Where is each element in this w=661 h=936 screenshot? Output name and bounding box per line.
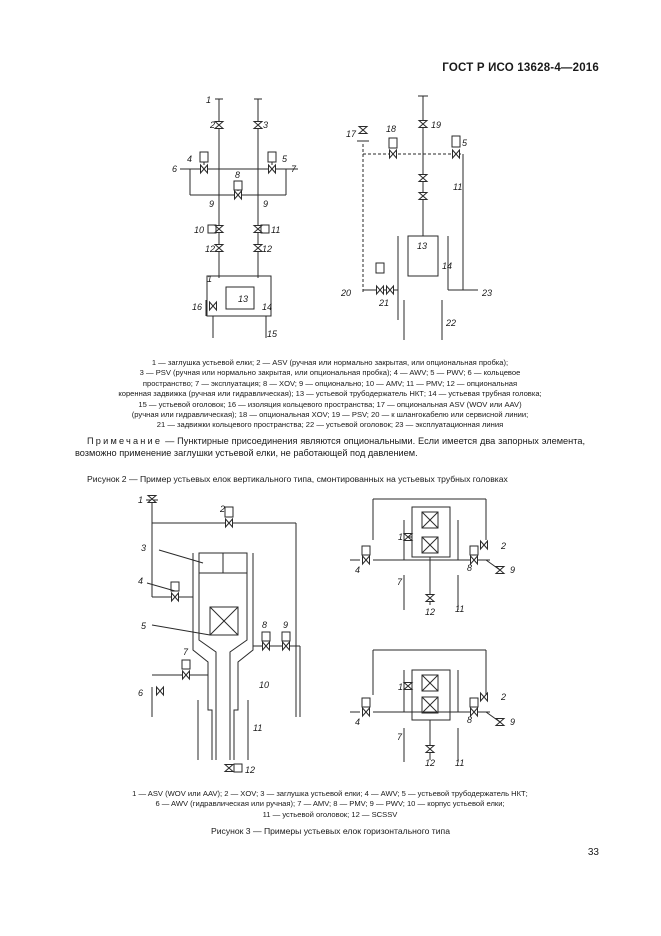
svg-text:7: 7 [397,732,403,742]
svg-text:6: 6 [138,688,144,698]
svg-text:15: 15 [267,329,278,339]
svg-text:11: 11 [455,758,465,768]
svg-text:4: 4 [355,565,361,575]
fig3-left-diagram [146,496,300,773]
svg-text:9: 9 [209,199,215,209]
svg-text:4: 4 [187,154,193,164]
svg-text:12: 12 [425,758,436,768]
svg-text:14: 14 [262,302,273,312]
svg-text:2: 2 [501,541,507,551]
svg-text:21: 21 [379,298,390,308]
svg-text:1: 1 [398,682,404,692]
svg-text:6: 6 [172,164,178,174]
svg-text:14: 14 [442,261,453,271]
svg-text:8: 8 [467,563,473,573]
svg-text:9: 9 [283,620,289,630]
note-label: Примечание [87,436,163,446]
page-number: 33 [587,847,599,858]
svg-text:11: 11 [271,225,281,235]
svg-text:13: 13 [417,241,428,251]
fig3-right-top-labels [355,532,515,617]
figure2-caption: Рисунок 2 — Пример устьевых елок вертикального типа, смонтированных на устьевых трубных головках [87,474,508,484]
svg-text:1: 1 [398,532,404,542]
svg-text:20: 20 [341,288,352,298]
fig3-right-top-diagram [350,499,507,610]
svg-text:2: 2 [210,120,216,130]
svg-text:7: 7 [291,164,297,174]
svg-text:8: 8 [467,715,473,725]
fig3-right-bottom-labels [355,682,515,768]
legend-line: пространство; 7 — эксплуатация; 8 — XOV; 9 — опционально; 10 — AMV; 11 — PMV; 12 — опциональная [142,378,518,388]
note-text: — Пунктирные присоединения являются опциональными. Если имеется два запорных элемента, возможно применение заглушки устьевой елки, не работающей под давлением. [75,436,585,458]
svg-text:18: 18 [386,124,397,134]
figure2-note [75,436,585,459]
svg-text:3: 3 [141,543,147,553]
legend-line: коренная задвижка (ручная или гидравлическая); 13 — устьевой трубодержатель НКТ; 14 — устьевая трубная головка; [118,389,542,399]
legend-line: 6 — AWV (гидравлическая или ручная); 7 — AMV; 8 — PMV; 9 — PWV; 10 — корпус устьевой елки; [155,799,505,809]
svg-text:9: 9 [510,565,516,575]
figure3-legend [70,789,590,820]
svg-text:1: 1 [207,274,213,284]
svg-text:3: 3 [263,120,269,130]
svg-text:12: 12 [425,607,436,617]
svg-text:1: 1 [138,495,144,505]
svg-text:1: 1 [206,95,212,105]
svg-text:11: 11 [253,723,263,733]
svg-text:7: 7 [183,647,189,657]
figure2-legend [70,358,590,431]
svg-text:4: 4 [355,717,361,727]
svg-text:5: 5 [462,138,468,148]
svg-text:2: 2 [501,692,507,702]
svg-text:12: 12 [245,765,256,775]
svg-text:23: 23 [482,288,493,298]
svg-text:11: 11 [455,604,465,614]
fig2-left-labels [172,95,297,339]
legend-line: 1 — ASV (WOV или AAV); 2 — XOV; 3 — заглушка устьевой елки; 4 — AWV; 5 — устьевой трубодержатель НКТ; [132,789,528,798]
legend-line: 11 — устьевой оголовок; 12 — SCSSV [262,809,398,819]
svg-text:19: 19 [431,120,442,130]
svg-text:11: 11 [453,182,463,192]
svg-text:7: 7 [397,577,403,587]
svg-text:8: 8 [235,170,241,180]
svg-text:5: 5 [141,621,147,631]
svg-text:10: 10 [259,680,270,690]
fig3-right-bottom-diagram [350,650,507,762]
legend-line: 21 — задвижки кольцевого пространства; 22 — устьевой оголовок; 23 — эксплуатационная линия [156,420,504,430]
legend-line: 15 — устьевой оголовок; 16 — изоляция кольцевого пространства; 17 — опциональная ASV (WOV или AAV) [138,399,522,409]
svg-text:9: 9 [510,717,516,727]
fig2-right-diagram [357,96,478,340]
fig3-leader-3 [159,550,203,563]
svg-text:5: 5 [282,154,288,164]
legend-line: (ручная или гидравлическая); 18 — опциональная XOV; 19 — PSV; 20 — к шлангокабелю или сервисной линии; [131,410,529,420]
legend-line: 1 — заглушка устьевой елки; 2 — ASV (ручная или нормально закрытая, или опциональная пробка); [151,358,509,367]
svg-text:9: 9 [263,199,269,209]
svg-text:10: 10 [194,225,205,235]
svg-text:17: 17 [346,129,357,139]
svg-text:22: 22 [446,318,457,328]
svg-text:16: 16 [192,302,203,312]
document-header: ГОСТ Р ИСО 13628-4—2016 [442,62,599,74]
fig3-leader-5 [152,625,210,635]
svg-text:13: 13 [238,294,249,304]
svg-text:12: 12 [262,244,273,254]
svg-text:2: 2 [220,504,226,514]
svg-text:8: 8 [262,620,268,630]
legend-line: 3 — PSV (ручная или нормально закрытая, или опциональная пробка); 4 — AWV; 5 — PWV; 6 — кольцевое [139,368,521,378]
svg-text:4: 4 [138,576,144,586]
figure3-caption: Рисунок 3 — Примеры устьевых елок горизонтального типа [211,826,450,836]
svg-text:12: 12 [205,244,216,254]
